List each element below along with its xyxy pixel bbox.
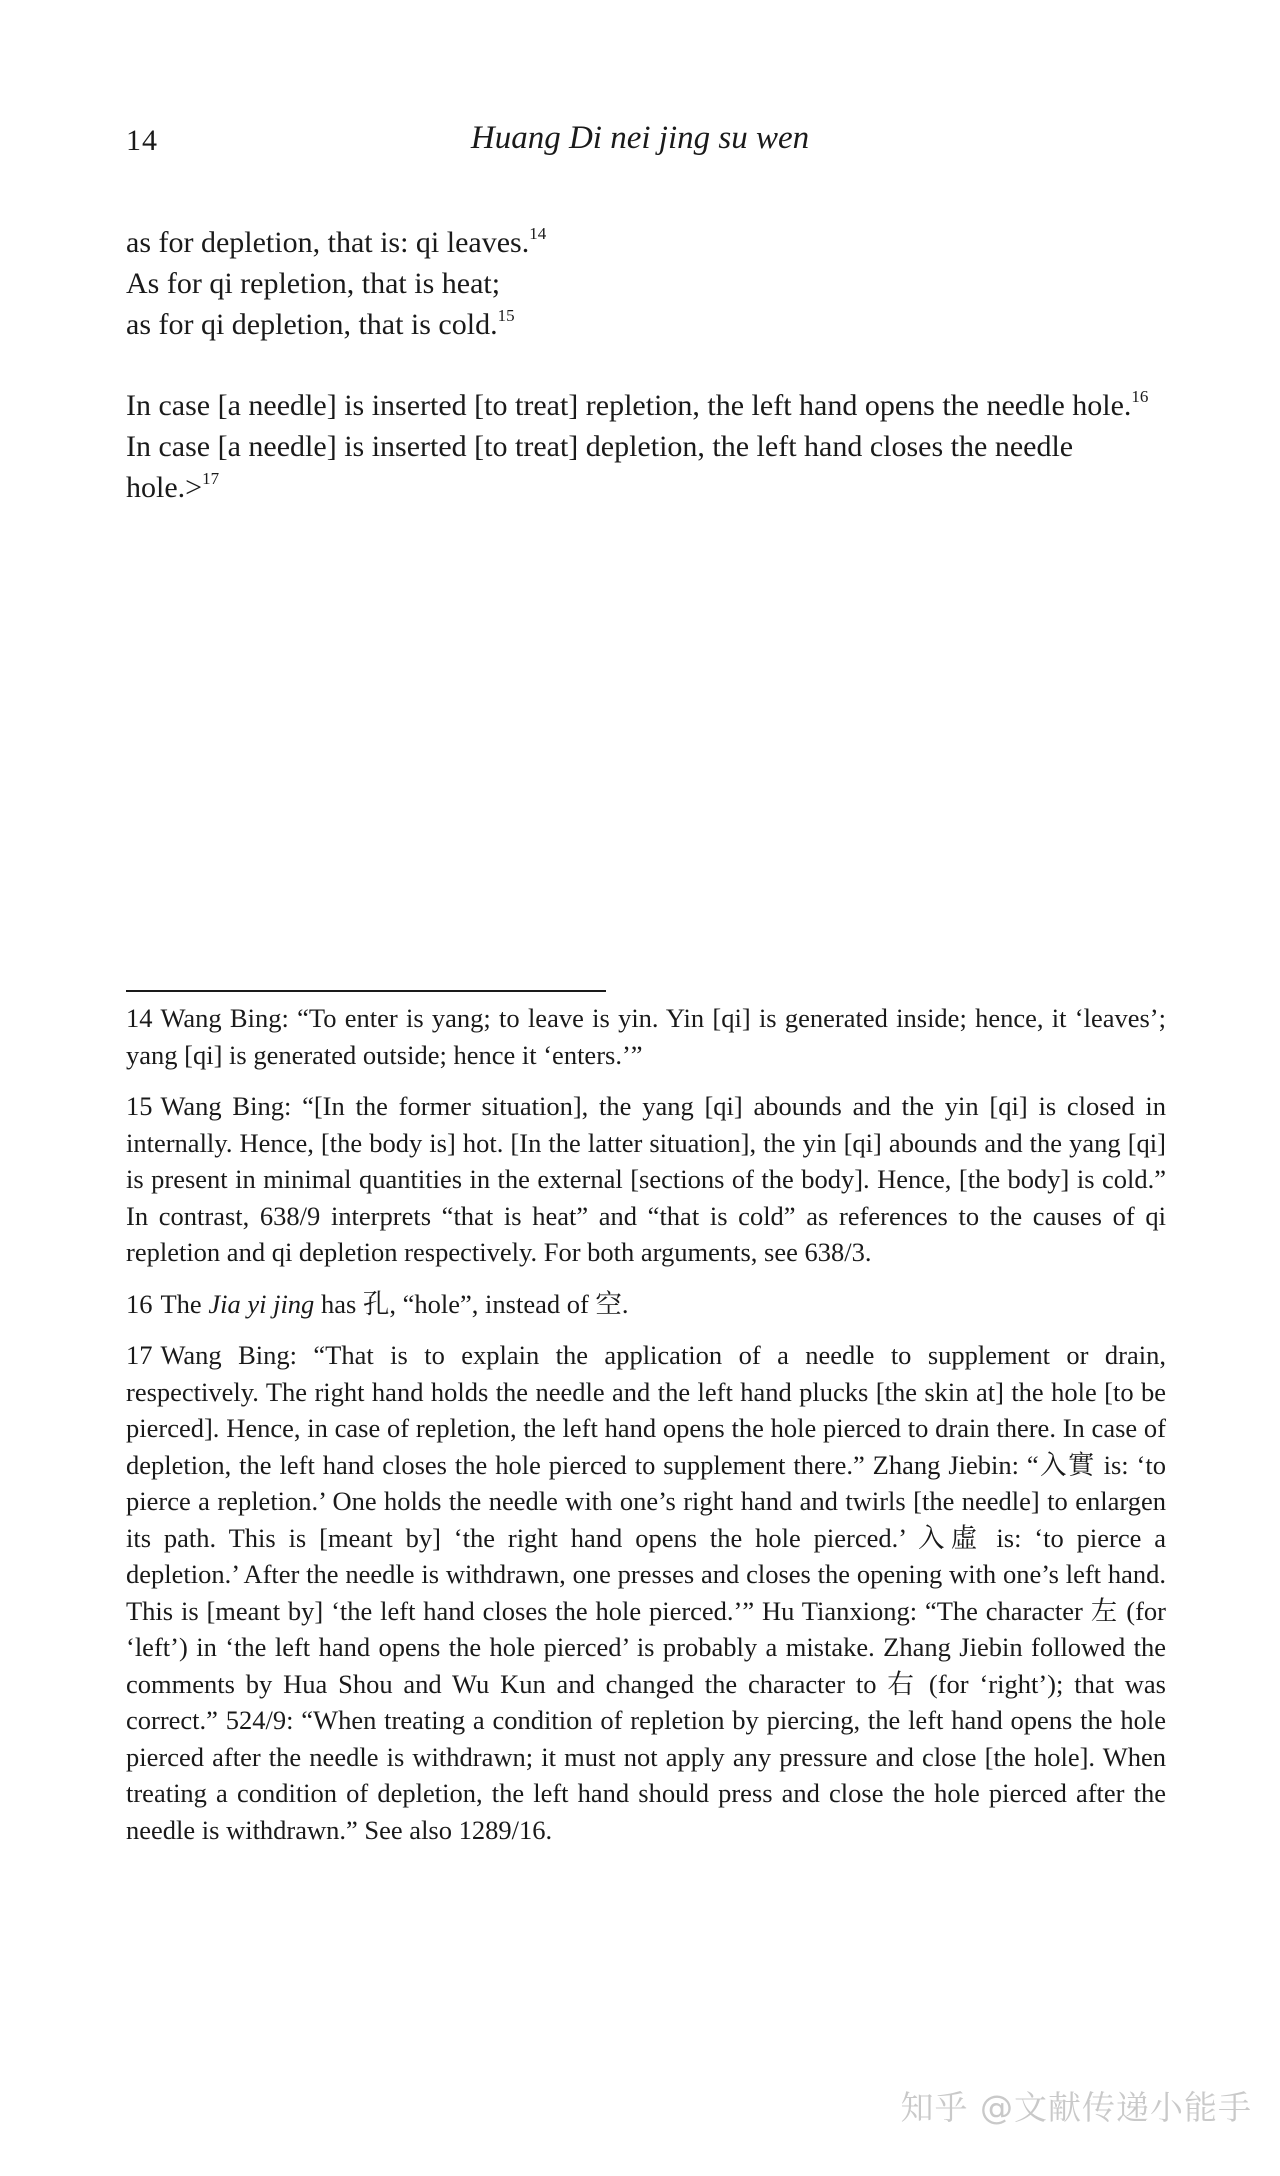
footnote-16: 16 The Jia yi jing has 孔, “hole”, instead of 空.: [126, 1288, 629, 1319]
verse-line: as for depletion, that is: qi leaves.$^{14}$: [126, 224, 547, 259]
footnote-15: 15 Wang Bing: “[In the former situation], the yang [qi] abounds and the yin [qi] is closed in internally. Hence, [the body is] hot. [In the latter situation], the yin [qi] abounds and the yang [qi] is present in minimal quantities in the external [sections of the body]. Hence, [the body] is cold.” In contrast, 638/9 interprets “that is heat” and “that is cold” as references to the causes of qi repletion and qi depletion respectively. For both arguments, see 638/3.: [126, 1091, 1166, 1267]
note-ref[interactable]: 14: [529, 224, 547, 243]
book-title: Jia yi jing: [208, 1288, 315, 1319]
footnote-rule: [126, 990, 606, 992]
footnote-number: 16: [126, 1288, 153, 1319]
note-ref[interactable]: 16: [1131, 387, 1149, 406]
note-ref[interactable]: 15: [497, 306, 515, 325]
watermark: 知乎 @文献传递小能手: [900, 2088, 1252, 2127]
verse-line: In case [a needle] is inserted [to treat] repletion, the left hand opens the needle hole.$^{16}$: [126, 387, 1149, 422]
footnotes: [126, 1000, 1166, 1863]
verse-line: As for qi repletion, that is heat;: [126, 267, 501, 300]
verse-line: as for qi depletion, that is cold.$^{15}$: [126, 306, 515, 341]
main-text: [126, 222, 1166, 508]
verse-line: In case [a needle] is inserted [to treat] depletion, the left hand closes the needle hole.>$^{17}$: [126, 430, 1074, 504]
footnote-14: 14 Wang Bing: “To enter is yang; to leave is yin. Yin [qi] is generated inside; hence, it ‘leaves’; yang [qi] is generated outside; hence it ‘enters.’”: [126, 1003, 1166, 1070]
footnote-17: 17 Wang Bing: “That is to explain the application of a needle to supplement or drain, respectively. The right hand holds the needle and the left hand plucks [the skin at] the hole [to be pierced]. Hence, in case of repletion, the left hand opens the hole pierced to drain there. In case of depletion, the left hand closes the hole pierced to supplement there.” Zhang Jiebin: “入實 is: ‘to pierce a repletion.’ One holds the needle with one’s right hand and twirls [the needle] to enlargen its path. This is [meant by] ‘the right hand opens the hole pierced.’ 入虛 is: ‘to pierce a depletion.’ After the needle is withdrawn, one presses and closes the opening with one’s left hand. This is [meant by] ‘the left hand closes the hole pierced.’” Hu Tianxiong: “The character 左 (for ‘left’) in ‘the left hand opens the hole pierced’ is probably a mistake. Zhang Jiebin followed the comments by Hua Shou and Wu Kun and changed the character to 右 (for ‘right’); that was correct.” 524/9: “When treating a condition of repletion by piercing, the left hand opens the hole pierced after the needle is withdrawn; it must not apply any pressure and close [the hole]. When treating a condition of depletion, the left hand should press and close the hole pierced after the needle is withdrawn.” See also 1289/16.: [126, 1340, 1166, 1845]
page-number: 14: [126, 124, 158, 157]
note-ref[interactable]: 17: [202, 469, 220, 488]
running-head: Huang Di nei jing su wen: [470, 120, 810, 156]
footnote-number: 15: [126, 1091, 153, 1121]
footnote-number: 17: [126, 1340, 153, 1370]
footnote-number: 14: [126, 1003, 153, 1033]
